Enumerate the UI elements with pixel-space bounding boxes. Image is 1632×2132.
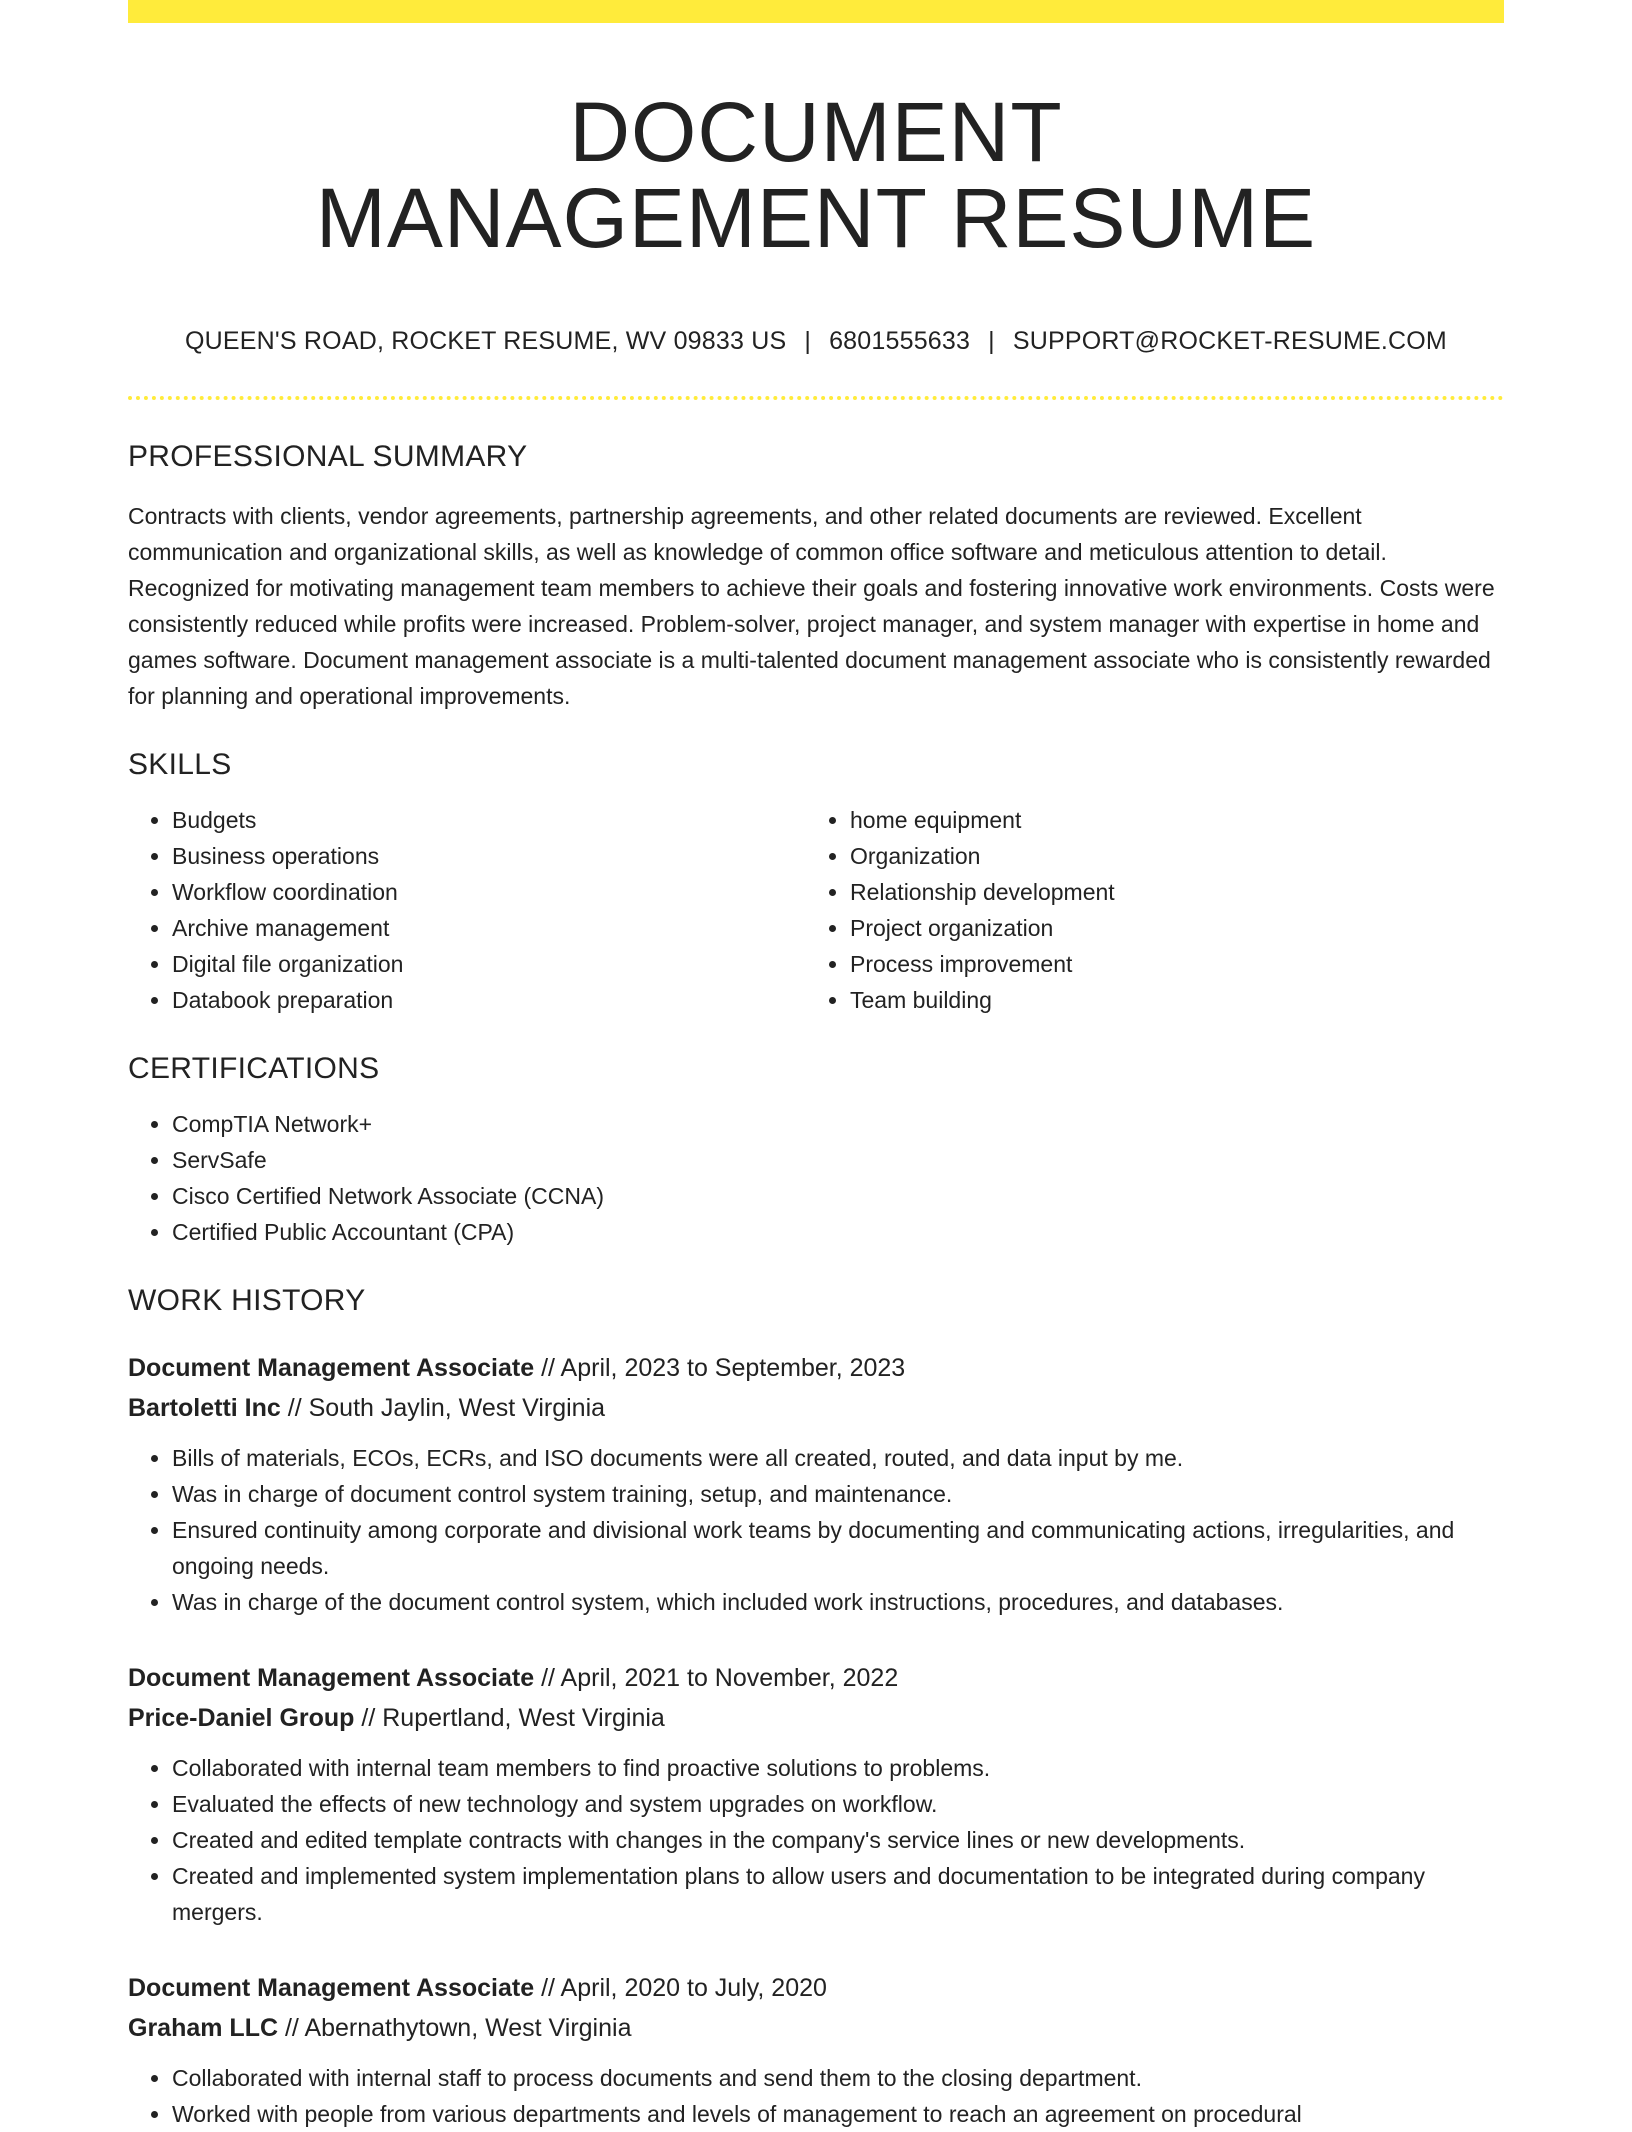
job-bullets	[128, 1440, 1504, 1620]
section-heading-skills: SKILLS	[128, 748, 232, 781]
job-title: Document Management Associate	[128, 1354, 535, 1382]
job-bullet: • Created and edited template contracts with changes in the company's service lines or new developments.	[172, 1822, 1504, 1858]
title-line-1: DOCUMENT	[569, 85, 1063, 179]
skill-item: • Team building	[850, 982, 1484, 1018]
contact-address: QUEEN'S ROAD, ROCKET RESUME, WV 09833 US	[185, 327, 787, 355]
certification-item: • ServSafe	[172, 1142, 1504, 1178]
resume-page	[128, 0, 1504, 2132]
skills-list-right	[806, 802, 1484, 1018]
certification-item: • Certified Public Accountant (CPA)	[172, 1214, 1504, 1250]
job-dates: // April, 2020 to July, 2020	[541, 1974, 827, 2002]
contact-separator: |	[804, 327, 812, 355]
certification-item: • CompTIA Network+	[172, 1106, 1504, 1142]
job-entry	[128, 1348, 1504, 1620]
job-title: Document Management Associate	[128, 1664, 535, 1692]
skill-item: • Business operations	[172, 838, 806, 874]
summary-text: Contracts with clients, vendor agreements, partnership agreements, and other related documents are reviewed. Excellent communication and organizational skills, as well as knowledge of common office software and meticulous attention to detail. Recognized for motivating management team members to achieve their goals and fostering innovative work environments. Costs were consistently reduced while profits were increased. Problem-solver, project manager, and system manager with expertise in home and games software. Document management associate is a multi-talented document management associate who is consistently rewarded for planning and operational improvements.	[128, 503, 1495, 709]
job-company: Bartoletti Inc	[128, 1394, 281, 1422]
job-bullet: • Was in charge of the document control system, which included work instructions, procedures, and databases.	[172, 1584, 1504, 1620]
job-bullet: • Was in charge of document control system training, setup, and maintenance.	[172, 1476, 1504, 1512]
job-dates: // April, 2023 to September, 2023	[541, 1354, 906, 1382]
section-heading-work-history: WORK HISTORY	[128, 1284, 366, 1317]
job-company-line	[128, 1388, 1504, 1428]
skill-item: • home equipment	[850, 802, 1484, 838]
section-heading-summary: PROFESSIONAL SUMMARY	[128, 440, 528, 473]
job-bullet: • Created and implemented system implementation plans to allow users and documentation to be integrated during company mergers.	[172, 1858, 1504, 1930]
skills-list-left	[128, 802, 806, 1018]
dotted-divider	[128, 396, 1504, 400]
job-bullet: • Bills of materials, ECOs, ECRs, and ISO documents were all created, routed, and data input by me.	[172, 1440, 1504, 1476]
skill-item: • Workflow coordination	[172, 874, 806, 910]
job-company: Price-Daniel Group	[128, 1704, 355, 1732]
job-location: // Rupertland, West Virginia	[361, 1704, 665, 1732]
job-location: // Abernathytown, West Virginia	[284, 2014, 632, 2042]
certification-item: • Cisco Certified Network Associate (CCNA)	[172, 1178, 1504, 1214]
contact-line	[128, 327, 1504, 356]
job-location: // South Jaylin, West Virginia	[287, 1394, 606, 1422]
skill-item: • Budgets	[172, 802, 806, 838]
job-company-line	[128, 2008, 1504, 2048]
job-bullet: • Worked with people from various departments and levels of management to reach an agreement on procedural	[172, 2096, 1504, 2132]
contact-phone: 6801555633	[829, 327, 971, 355]
job-title: Document Management Associate	[128, 1974, 535, 2002]
job-dates: // April, 2021 to November, 2022	[541, 1664, 899, 1692]
skill-item: • Relationship development	[850, 874, 1484, 910]
job-company-line	[128, 1698, 1504, 1738]
skill-item: • Organization	[850, 838, 1484, 874]
job-bullet: • Evaluated the effects of new technology and system upgrades on workflow.	[172, 1786, 1504, 1822]
job-bullet: • Collaborated with internal team members to find proactive solutions to problems.	[172, 1750, 1504, 1786]
section-heading-certifications: CERTIFICATIONS	[128, 1052, 380, 1085]
skill-item: • Process improvement	[850, 946, 1484, 982]
contact-email: SUPPORT@ROCKET-RESUME.COM	[1012, 327, 1447, 355]
skill-item: • Project organization	[850, 910, 1484, 946]
job-title-line	[128, 1968, 1504, 2008]
job-company: Graham LLC	[128, 2014, 279, 2042]
job-title-line	[128, 1348, 1504, 1388]
skill-item: • Archive management	[172, 910, 806, 946]
job-bullets	[128, 1750, 1504, 1930]
job-entry	[128, 1658, 1504, 1930]
accent-top-bar	[128, 0, 1504, 23]
title-line-2: MANAGEMENT RESUME	[315, 171, 1317, 265]
certifications-list	[128, 1106, 1504, 1250]
job-bullet: • Ensured continuity among corporate and divisional work teams by documenting and communicating actions, irregularities, and ongoing needs.	[172, 1512, 1504, 1584]
contact-separator: |	[988, 327, 995, 355]
skill-item: • Databook preparation	[172, 982, 806, 1018]
job-bullet: • Collaborated with internal staff to process documents and send them to the closing department.	[172, 2060, 1504, 2096]
job-title-line	[128, 1658, 1504, 1698]
resume-title	[128, 85, 1504, 265]
job-entry	[128, 1968, 1504, 2132]
skills-columns	[128, 782, 1504, 1018]
skill-item: • Digital file organization	[172, 946, 806, 982]
job-bullets	[128, 2060, 1504, 2132]
